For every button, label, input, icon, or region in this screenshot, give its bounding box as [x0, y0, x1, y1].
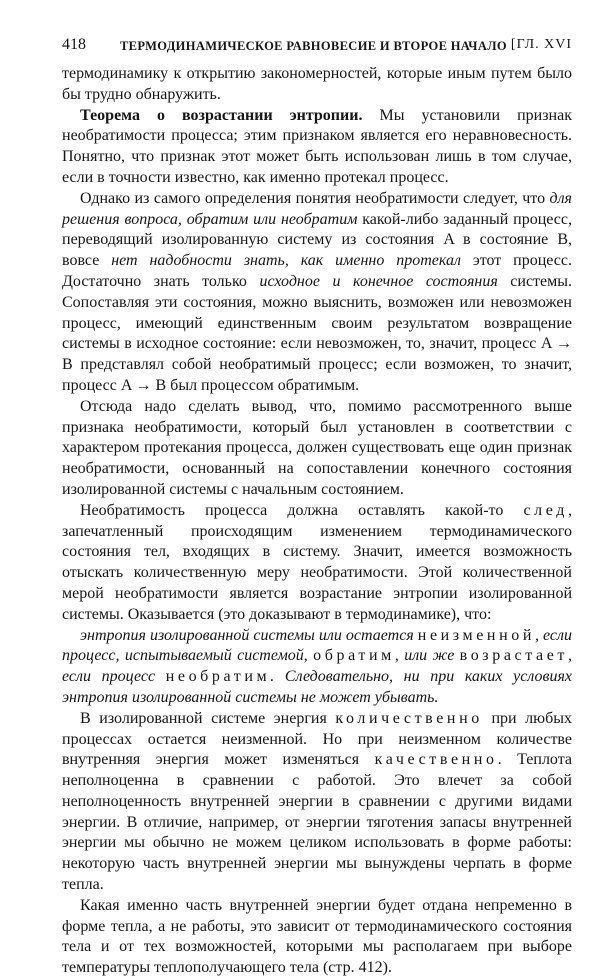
paragraph-trace: Необратимость процесса должна оставлять какой-то след, запечатленный происходящим изменением термодинамического состояния тел, входящих в систему. Значит, имеется возможность отыскать количественную меру необратимости. Этой количественной мерой необратимости является возрастание энтропии изолированной системы. Оказывается (это доказывают в термодинамике), что:	[62, 501, 572, 623]
theorem-statement: энтропия изолированной системы или остается неизменной, если процесс, испытываемый системой, обратим, или же возрастает, если процесс необратим. Следовательно, ни при каких условиях энтропия изолированной системы не может убывать.	[62, 626, 573, 706]
paragraph-theorem-intro: Теорема о возрастании энтропии. Мы установили признак необратимости процесса; этим признаком является его неравновесность. Понятно, что признак этот может быть использован лишь в том случае, если в точности известно, как именно протекал процесс.	[62, 106, 572, 186]
section-heading: Теорема о возрастании энтропии.	[80, 106, 363, 124]
paragraph-definition: Однако из самого определения понятия необратимости следует, что для решения вопроса, обратим или необратим какой-либо заданный процесс, переводящий изолированную систему из состояния A в состояние B, вовсе нет надобности знать, как именно протекал этот процесс. Достаточно знать только исходное и конечное состояния системы. Сопоставляя эти состояния, можно выяснить, возможен или невозможен процесс, имеющий единственным своим результатом возвращение системы в исходное состояние: если невозможен, то, значит, процесс A → B представлял собой необратимый процесс; если возможен, то значит, процесс A → B был процессом обратимым.	[62, 189, 573, 394]
paragraph-continuation: термодинамику к открытию закономерностей, которые иным путем было бы трудно обнаружить.	[62, 65, 572, 103]
book-page	[62, 34, 572, 979]
paragraph-conclusion: Отсюда надо сделать вывод, что, помимо рассмотренного выше признака необратимости, который был установлен в соответствии с характером протекания процесса, должен существовать еще один признак необратимости, основанный на сопоставлении конечного состояния изолированной системы с начальным состоянием.	[62, 397, 572, 498]
running-title: ТЕРМОДИНАМИЧЕСКОЕ РАВНОВЕСИЕ И ВТОРОЕ НАЧАЛО	[120, 39, 507, 53]
body-text	[62, 64, 572, 979]
page-number: 418	[62, 36, 86, 53]
paragraph-energy: В изолированной системе энергия количественно при любых процессах остается неизменной. Но при неизменном количестве внутренняя энергия может изменяться качественно. Теплота неполноценна в сравнении с работой. Это влечет за собой неполноценность внутренней энергии в сравнении с другими видами энергии. В отличие, например, от энергии тяготения запасы внутренней энергии мы обычно не можем целиком использовать в форме работы: некоторую часть внутренней энергии мы вынуждены черпать в форме тепла.	[62, 709, 573, 894]
paragraph-heat: Какая именно часть внутренней энергии будет отдана непременно в форме тепла, а не работы, это зависит от термодинамического состояния тела и от тех возможностей, которыми мы располагаем при выборе температуры теплополучающего тела (стр. 412).	[62, 896, 572, 977]
chapter-reference: [ГЛ. XVI	[510, 37, 572, 52]
page-header	[62, 34, 572, 64]
